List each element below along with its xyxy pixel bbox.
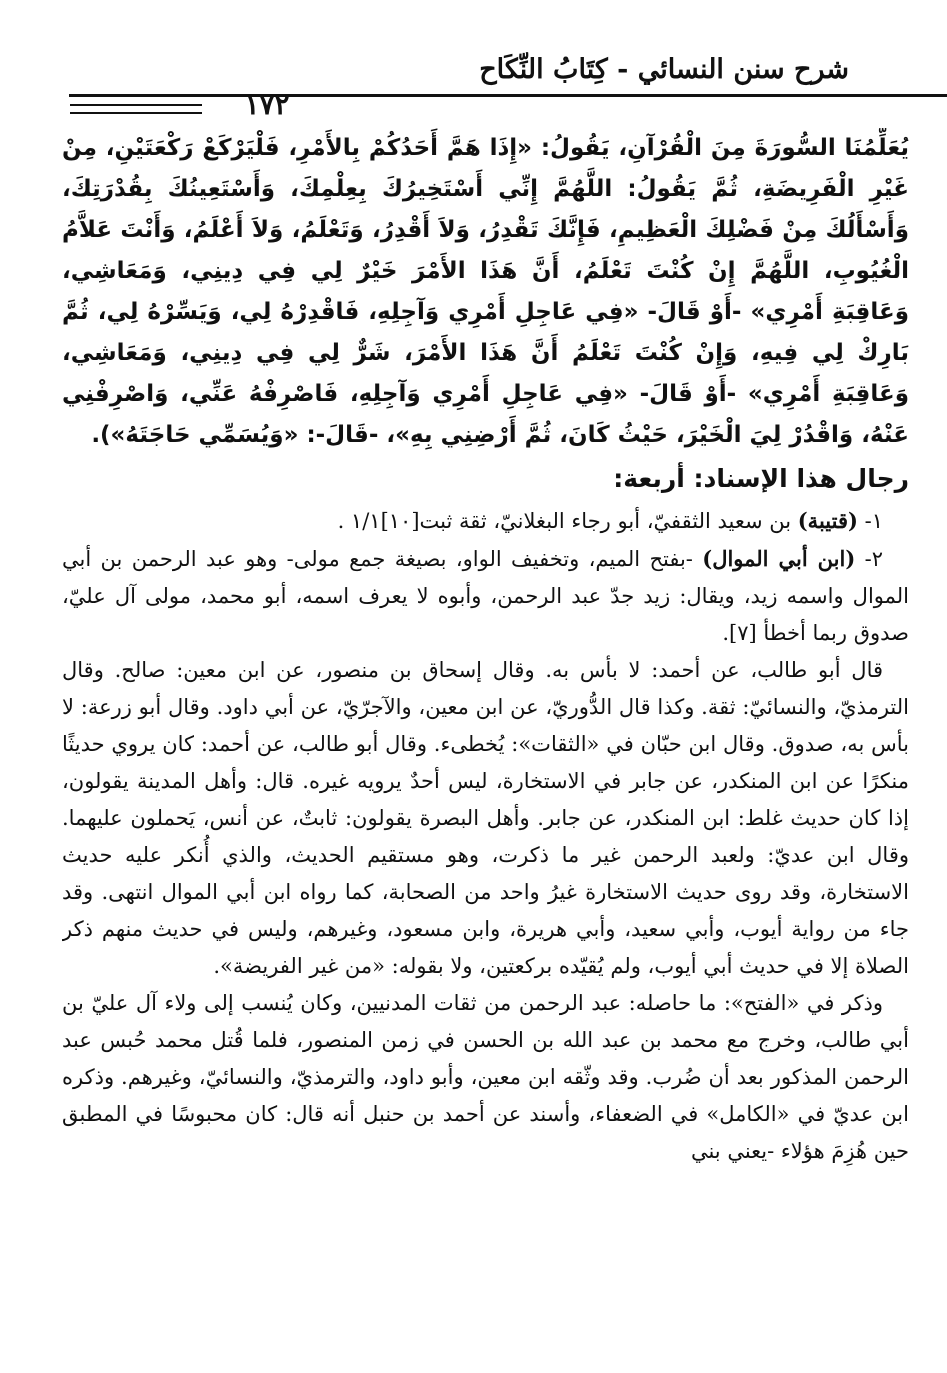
header-rule (69, 94, 947, 97)
narrator-item-1-number: ١- (857, 509, 883, 533)
paragraph-2: وذكر في «الفتح»: ما حاصله: عبد الرحمن من ثقات المدنيين، وكان يُنسب إلى ولاء آل عليّ بن أبي طالب، وخرج مع محمد بن عبد الله بن الحسن في زمن المنصور، فلما قُتل محمد حُبس عبد الرحمن المذكور بعد أن ضُرب. وقد وثّقه ابن معين، وأبو داود، والترمذيّ، والنسائيّ، وغيرهم. وذكره ابن عديّ في «الكامل» في الضعفاء، وأسند عن أحمد بن حنبل أنه قال: كان محبوسًا في المطبق حين هُزِمَ هؤلاء -يعني بني (62, 991, 909, 1163)
page-number: ١٧٢ (244, 88, 290, 121)
section-heading: رجال هذا الإسناد: أربعة: (613, 464, 909, 493)
narrator-item-2-number: ٢- (855, 547, 884, 571)
hadith-text: يُعَلِّمُنَا السُّورَةَ مِنَ الْقُرْآنِ، يَقُولُ: «إِذَا هَمَّ أَحَدُكُمْ بِالأَمْرِ، فَلْيَرْكَعْ رَكْعَتَيْنِ، مِنْ غَيْرِ الْفَرِيضَةِ، ثُمَّ يَقُولُ: اللَّهُمَّ إِنِّي أَسْتَخِيرُكَ بِعِلْمِكَ، وَأَسْتَعِينُكَ بِقُدْرَتِكَ، وَأَسْأَلُكَ مِنْ فَضْلِكَ الْعَظِيمِ، فَإِنَّكَ تَقْدِرُ، وَلاَ أَقْدِرُ، وَتَعْلَمُ، وَلاَ أَعْلَمُ، وَأَنْتَ عَلاَّمُ الْغُيُوبِ، اللَّهُمَّ إِنْ كُنْتَ تَعْلَمُ، أَنَّ هَذَا الأَمْرَ خَيْرٌ لِي فِي دِينِي، وَمَعَاشِي، وَعَاقِبَةِ أَمْرِي» -أَوْ قَالَ- «فِي عَاجِلِ أَمْرِي وَآجِلِهِ، فَاقْدِرْهُ لِي، وَيَسِّرْهُ لِي، ثُمَّ بَارِكْ لِي فِيهِ، وَإِنْ كُنْتَ تَعْلَمُ أَنَّ هَذَا الأَمْرَ، شَرٌّ لِي فِي دِينِي، وَمَعَاشِي، وَعَاقِبَةِ أَمْرِي» -أَوْ قَالَ- «فِي عَاجِلِ أَمْرِي وَآجِلِهِ، فَاصْرِفْهُ عَنِّي، وَاصْرِفْنِي عَنْهُ، وَاقْدُرْ لِيَ الْخَيْرَ، حَيْثُ كَانَ، ثُمَّ أَرْضِنِي بِهِ»، -قَالَ-: «وَيُسَمِّي حَاجَتَهُ»). (62, 135, 909, 448)
narrator-item-2 (62, 540, 909, 652)
running-title: شرح سنن النسائي - كِتَابُ النِّكَاح (479, 54, 849, 85)
narrator-item-1-text: بن سعيد الثقفيّ، أبو رجاء البغلانيّ، ثقة ثبت[١٠]١/١ . (337, 509, 798, 533)
narrator-item-1-name: (قتيبة) (797, 508, 858, 533)
narrator-item-2-name: (ابن أبي الموال) (702, 546, 856, 571)
page-body (62, 128, 909, 1353)
page-number-rule-bottom (70, 112, 202, 114)
narrator-item-1 (62, 502, 909, 540)
narrator-item-2-text: -بفتح الميم، وتخفيف الواو، بصيغة جمع مولى- وهو عبد الرحمن بن أبي الموال واسمه زيد، ويقال: زيد جدّ عبد الرحمن، وأبوه لا يعرف اسمه، أبو محمد، مولى آل عليّ، صدوق ربما أخطأ [٧]. (62, 547, 909, 645)
paragraph-1: قال أبو طالب، عن أحمد: لا بأس به. وقال إسحاق بن منصور، عن ابن معين: صالح. وقال الترمذيّ، والنسائيّ: ثقة. وكذا قال الدُّوريّ، عن ابن معين، والآجرّيّ، عن أبي داود. وقال أبو زرعة: لا بأس به، صدوق. وقال ابن حبّان في «الثقات»: يُخطىء. وقال أبو طالب، عن أحمد: كان يروي حديثًا منكرًا عن ابن المنكدر، عن جابر في الاستخارة، ليس أحدٌ يرويه غيره. قال: وأهل المدينة يقولون، إذا كان حديث غلط: ابن المنكدر، عن جابر. وأهل البصرة يقولون: ثابتٌ، عن أنس، يَحملون عليهما. وقال ابن عديّ: ولعبد الرحمن غير ما ذكرت، وهو مستقيم الحديث، والذي أُنكر عليه حديث الاستخارة، وقد روى حديث الاستخارة غيرُ واحد من الصحابة، كما رواه ابن أبي الموال انتهى. وقد جاء من رواية أيوب، وأبي سعيد، وأبي هريرة، وابن مسعود، وغيرهم، وليس في حديث منهم ذكر الصلاة إلا في حديث أبي أيوب، ولم يُقيّده بركعتين، ولا بقوله: «من غير الفريضة». (62, 658, 909, 978)
page-number-rule-top (70, 104, 202, 106)
